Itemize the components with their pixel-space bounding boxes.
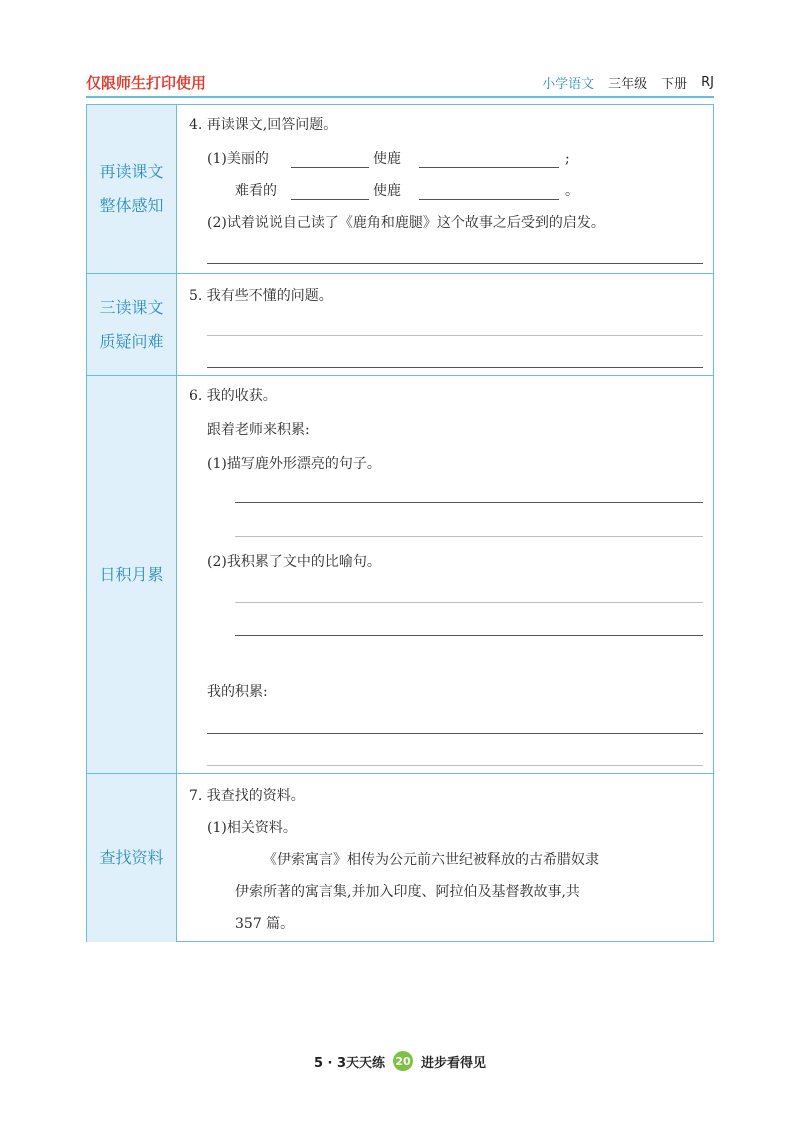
edition-label: RJ [701, 75, 714, 90]
q7-paragraph-line3: 357 篇。 [235, 916, 295, 932]
section-content [177, 376, 713, 774]
question-6-title: 6. 我的收获。 [189, 388, 277, 404]
page-footer [0, 1051, 800, 1071]
section-label [87, 774, 177, 942]
section-label-line2: 整体感知 [99, 196, 164, 215]
q7-1-text: (1)相关资料。 [207, 820, 297, 836]
worksheet-table [86, 104, 714, 942]
q4-2-text: (2)试着说说自己读了《鹿角和鹿腿》这个故事之后受到的启发。 [207, 215, 605, 231]
q4-1-prefix: (1)美丽的 [207, 151, 269, 167]
q6-follow-text: 跟着老师来积累: [207, 422, 310, 438]
section-content [177, 105, 713, 273]
q4-1b-prefix: 难看的 [235, 183, 277, 199]
page-number-badge: 20 [393, 1051, 413, 1071]
answer-line[interactable] [207, 367, 703, 368]
q7-paragraph-line1: 《伊索寓言》相传为公元前六世纪被释放的古希腊奴隶 [263, 852, 599, 868]
section-label-line2: 质疑问难 [99, 332, 164, 351]
footer-slogan: 进步看得见 [421, 1055, 487, 1071]
answer-line[interactable] [235, 502, 703, 503]
section-questions [87, 273, 713, 376]
q4-1-end: ; [565, 151, 570, 167]
section-content [177, 774, 713, 942]
answer-line[interactable] [207, 765, 703, 766]
section-label [87, 105, 177, 273]
question-4-title: 4. 再读课文,回答问题。 [189, 117, 338, 133]
grade-label: 三年级 [608, 77, 648, 92]
answer-blank[interactable] [419, 199, 559, 200]
section-label-line1: 查找资料 [99, 848, 164, 867]
q4-1-mid: 使鹿 [373, 151, 401, 167]
section-research [87, 773, 713, 942]
answer-line[interactable] [235, 536, 703, 537]
answer-line[interactable] [235, 635, 703, 636]
section-label-line1: 日积月累 [99, 565, 164, 584]
section-content [177, 274, 713, 376]
header-divider [86, 96, 714, 98]
subject-label: 小学语文 [542, 77, 595, 92]
print-notice: 仅限师生打印使用 [86, 74, 207, 92]
question-5-title: 5. 我有些不懂的问题。 [189, 288, 333, 304]
q4-1b-mid: 使鹿 [373, 183, 401, 199]
section-label [87, 376, 177, 774]
q6-mine-text: 我的积累: [207, 684, 268, 700]
section-label-line1: 再读课文 [99, 162, 164, 181]
volume-label: 下册 [661, 77, 688, 92]
q6-2-text: (2)我积累了文中的比喻句。 [207, 554, 381, 570]
footer-brand: 5 · 3天天练 [313, 1055, 386, 1071]
q6-1-text: (1)描写鹿外形漂亮的句子。 [207, 456, 381, 472]
answer-blank[interactable] [419, 167, 559, 168]
q4-1b-end: 。 [565, 183, 579, 199]
answer-line[interactable] [207, 733, 703, 734]
answer-line[interactable] [207, 335, 703, 336]
book-info [542, 73, 714, 92]
answer-line[interactable] [207, 263, 703, 264]
question-7-title: 7. 我查找的资料。 [189, 788, 305, 804]
answer-line[interactable] [235, 602, 703, 603]
section-accumulation [87, 375, 713, 774]
section-label [87, 274, 177, 376]
q7-paragraph-line2: 伊索所著的寓言集,并加入印度、阿拉伯及基督教故事,共 [235, 884, 580, 900]
answer-blank[interactable] [291, 199, 369, 200]
section-label-line1: 三读课文 [99, 298, 164, 317]
section-reread [87, 105, 713, 273]
answer-blank[interactable] [291, 167, 369, 168]
